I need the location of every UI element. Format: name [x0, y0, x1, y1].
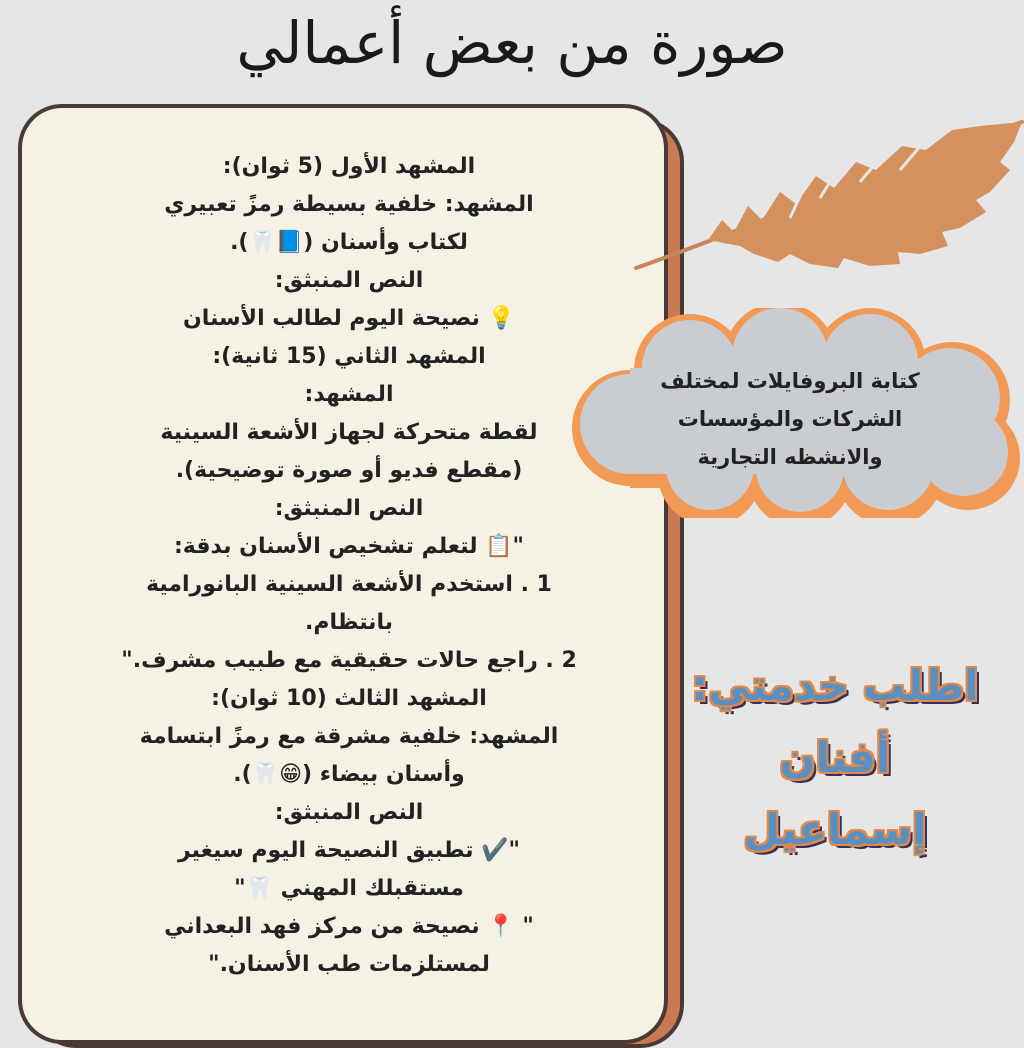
script-line: 1 . استخدم الأشعة السينية البانورامية [146, 572, 552, 597]
script-line: 💡 نصيحة اليوم لطالب الأسنان [183, 306, 515, 331]
script-line: لقطة متحركة لجهاز الأشعة السينية [160, 420, 538, 445]
script-line: المشهد الثاني (15 ثانية): [212, 344, 486, 369]
feather-icon [630, 108, 1024, 278]
call-to-action [690, 650, 980, 866]
script-line: مستقبلك المهني 🦷" [234, 876, 464, 901]
cta-line-name: أفنان إسماعيل [743, 733, 927, 854]
script-line: النص المنبثق: [274, 800, 424, 825]
script-line: "✔️ تطبيق النصيحة اليوم سيغير [177, 838, 520, 863]
script-line: النص المنبثق: [274, 496, 424, 521]
script-line: لمستلزمات طب الأسنان." [208, 952, 490, 977]
script-line: " 📍 نصيحة من مركز فهد البعداني [164, 914, 534, 939]
cloud-text [600, 362, 980, 476]
script-line: المشهد الأول (5 ثوان): [222, 154, 476, 179]
script-line: بانتظام. [305, 610, 393, 635]
script-line: المشهد: خلفية مشرقة مع رمزً ابتسامة [139, 724, 559, 749]
script-line: المشهد الثالث (10 ثوان): [211, 686, 487, 711]
cloud-line: كتابة البروفايلات لمختلف [660, 369, 920, 393]
page-title: صورة من بعض أعمالي [236, 9, 788, 77]
cloud-line: الشركات والمؤسسات [677, 407, 903, 431]
script-line: "📋 لتعلم تشخيص الأسنان بدقة: [174, 534, 524, 559]
script-line: لكتاب وأسنان (📘🦷). [230, 230, 468, 255]
script-line: النص المنبثق: [274, 268, 424, 293]
script-line: وأسنان بيضاء (😁🦷). [233, 762, 465, 787]
script-text [84, 148, 614, 984]
script-line: (مقطع فديو أو صورة توضيحية). [175, 458, 523, 483]
script-line: المشهد: [304, 382, 394, 407]
script-line: 2 . راجع حالات حقيقية مع طبيب مشرف." [121, 648, 577, 673]
script-line: المشهد: خلفية بسيطة رمزً تعبيري [164, 192, 534, 217]
cta-line-request: اطلب خدمتي: [691, 661, 979, 710]
cloud-line: والانشظه التجارية [697, 445, 883, 469]
